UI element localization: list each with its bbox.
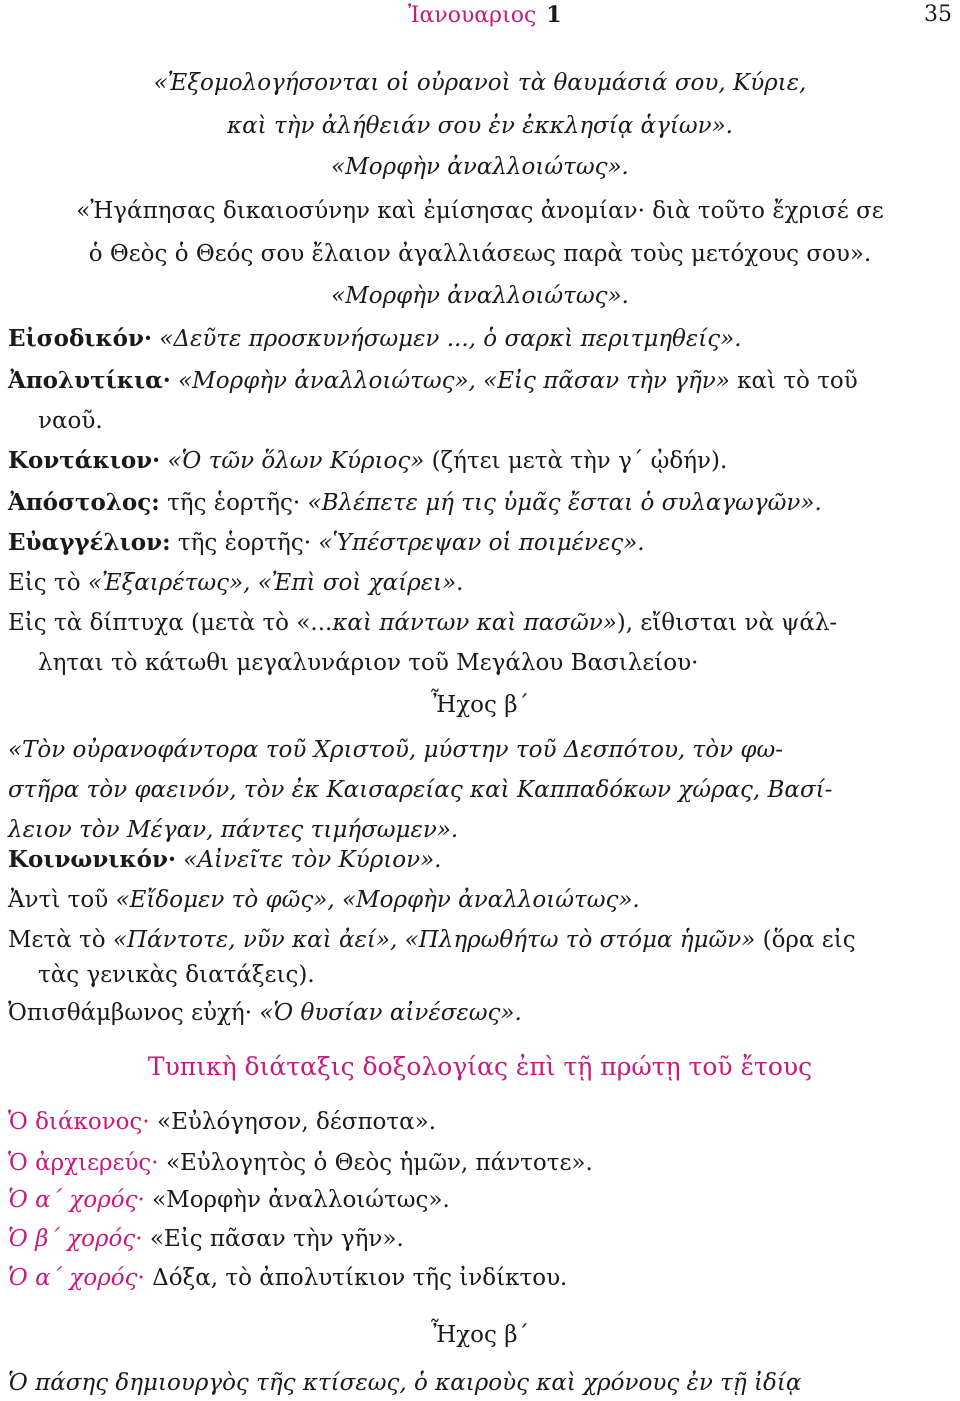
rubric-1-text: «Εὐλόγησον, δέσποτα». xyxy=(157,1109,437,1135)
rubric-line-5 xyxy=(8,1263,567,1293)
apolytikia-label: Ἀπολυτίκια· xyxy=(8,367,171,394)
meta-to-text: «Πάντοτε, νῦν καὶ ἀεί», «Πληρωθήτω τὸ στόμα ἡμῶν» xyxy=(112,927,756,953)
apolytikia-line xyxy=(8,366,858,396)
opisthamvonos-line xyxy=(8,998,522,1028)
verse-line-2: καὶ τὴν ἀλήθειάν σου ἐν ἐκκλησίᾳ ἁγίων». xyxy=(227,113,733,139)
kontakion-line xyxy=(8,446,727,476)
exairetos-head: Εἰς τὸ xyxy=(8,570,81,596)
opisthamvonos-head: Ὀπισθάμβωνος εὐχή· xyxy=(8,1000,253,1026)
opisthamvonos-text: «Ὁ θυσίαν αἰνέσεως». xyxy=(259,1000,522,1026)
eisodikon-line xyxy=(8,324,742,354)
evangelion-text: «Ὑπέστρεψαν οἱ ποιμένες». xyxy=(318,530,645,556)
meta-to-tail: (ὅρα εἰς xyxy=(762,927,856,953)
page-number: 35 xyxy=(924,2,952,27)
header-title-text: Ἰανουαριος xyxy=(408,3,537,28)
evangelion-line xyxy=(8,528,645,558)
verse-line-1: «Ἐξομολογήσονται οἱ οὐρανοὶ τὰ θαυμάσιά σου, Κύριε, xyxy=(153,70,807,96)
rubric-2-text: «Εὐλογητὸς ὁ Θεὸς ἡμῶν, πάντοτε». xyxy=(165,1150,593,1176)
rubric-4-speaker: Ὁ β´ χορός· xyxy=(8,1226,143,1252)
verse-refrain-1: «Μορφὴν ἀναλλοιώτως». xyxy=(331,154,629,180)
header-title xyxy=(408,2,562,28)
exairetos-line xyxy=(8,568,463,598)
rubric-5-text: Δόξα, τὸ ἀπολυτίκιον τῆς ἰνδίκτου. xyxy=(152,1265,568,1291)
anti-tou-head: Ἀντὶ τοῦ xyxy=(8,887,109,913)
koinonikon-label: Κοινωνικόν· xyxy=(8,846,176,873)
kontakion-text: «Ὁ τῶν ὅλων Κύριος» xyxy=(167,448,425,474)
eisodikon-text: «Δεῦτε προσκυνήσωμεν ..., ὁ σαρκὶ περιτμηθείς». xyxy=(159,326,742,352)
evangelion-feast: τῆς ἑορτῆς· xyxy=(177,530,312,556)
verse-refrain-2: «Μορφὴν ἀναλλοιώτως». xyxy=(331,283,629,309)
apostolos-feast: τῆς ἑορτῆς· xyxy=(167,490,301,516)
megalynarion-line-2: στῆρα τὸν φαεινόν, τὸν ἐκ Καισαρείας καὶ Καππαδόκων χώρας, Βασί- xyxy=(8,777,833,803)
rubric-5-speaker: Ὁ α´ χορός· xyxy=(8,1265,145,1291)
diptycha-line xyxy=(8,608,837,638)
header-title-number: 1 xyxy=(546,2,562,28)
diptycha-head: Εἰς τὰ δίπτυχα (μετὰ τὸ «... xyxy=(8,610,333,636)
rubric-3-text: «Μορφὴν ἀναλλοιώτως». xyxy=(152,1187,450,1213)
exairetos-text: «Ἐξαιρέτως», «Ἐπὶ σοὶ χαίρει». xyxy=(87,570,464,596)
rubric-1-speaker: Ὁ διάκονος· xyxy=(8,1109,150,1135)
apolytikia-text: «Μορφὴν ἀναλλοιώτως», «Εἰς πᾶσαν τὴν γῆν» xyxy=(178,368,730,394)
megalynarion-line-3: λειον τὸν Μέγαν, πάντες τιμήσωμεν». xyxy=(8,817,459,843)
rubric-2-speaker: Ὁ ἀρχιερεύς· xyxy=(8,1150,159,1176)
verse-line-4: ὁ Θεὸς ὁ Θεός σου ἔλαιον ἀγαλλιάσεως παρὰ τοὺς μετόχους σου». xyxy=(88,241,872,267)
meta-to-continuation: τὰς γενικὰς διατάξεις). xyxy=(38,962,315,988)
kontakion-tail: (ζήτει μετὰ τὴν γ´ ᾠδήν). xyxy=(431,448,728,474)
rubric-line-1 xyxy=(8,1107,436,1137)
diptycha-continuation: ληται τὸ κάτωθι μεγαλυνάριον τοῦ Μεγάλου Βασιλείου· xyxy=(38,650,699,676)
verse-line-3: «Ἠγάπησας δικαιοσύνην καὶ ἐμίσησας ἀνομίαν· διὰ τοῦτο ἔχρισέ σε xyxy=(76,198,884,224)
megalynarion-line-1: «Τὸν οὐρανοφάντορα τοῦ Χριστοῦ, μύστην τοῦ Δεσπότου, τὸν φω- xyxy=(8,737,784,763)
rubric-line-4 xyxy=(8,1224,404,1254)
anti-tou-text: «Εἴδομεν τὸ φῶς», «Μορφὴν ἀναλλοιώτως». xyxy=(115,887,640,913)
eisodikon-label: Εἰσοδικόν· xyxy=(8,325,152,352)
kontakion-label: Κοντάκιον· xyxy=(8,447,161,474)
apostolos-label: Ἀπόστολος: xyxy=(8,489,160,516)
diptycha-text: καὶ πάντων καὶ πασῶν» xyxy=(332,610,617,636)
meta-to-line xyxy=(8,925,856,955)
rubric-4-text: «Εἰς πᾶσαν τὴν γῆν». xyxy=(149,1226,404,1252)
section-subtitle: Τυπικὴ διάταξις δοξολογίας ἐπὶ τῇ πρώτῃ τοῦ ἔτους xyxy=(147,1052,813,1081)
tone-heading-1: Ἦχος β´ xyxy=(430,692,530,718)
apolytikia-continuation: ναοῦ. xyxy=(38,408,103,434)
running-header xyxy=(0,0,960,40)
apostolos-line xyxy=(8,488,822,518)
rubric-line-2 xyxy=(8,1148,593,1178)
evangelion-label: Εὐαγγέλιον: xyxy=(8,529,171,556)
rubric-3-speaker: Ὁ α´ χορός· xyxy=(8,1187,145,1213)
koinonikon-text: «Αἰνεῖτε τὸν Κύριον». xyxy=(183,847,442,873)
tone-heading-2: Ἦχος β´ xyxy=(430,1322,530,1348)
hymn-first-line: Ὁ πάσης δημιουργὸς τῆς κτίσεως, ὁ καιροὺς καὶ χρόνους ἐν τῇ ἰδίᾳ xyxy=(8,1370,802,1396)
apolytikia-tail: καὶ τὸ τοῦ xyxy=(737,368,858,394)
diptycha-tail: ), εἴθισται νὰ ψάλ- xyxy=(616,610,838,636)
apostolos-text: «Βλέπετε μή τις ὑμᾶς ἔσται ὁ συλαγωγῶν». xyxy=(307,490,822,516)
koinonikon-line xyxy=(8,845,441,875)
rubric-line-3 xyxy=(8,1185,450,1215)
meta-to-head: Μετὰ τὸ xyxy=(8,927,106,953)
anti-tou-line xyxy=(8,885,640,915)
